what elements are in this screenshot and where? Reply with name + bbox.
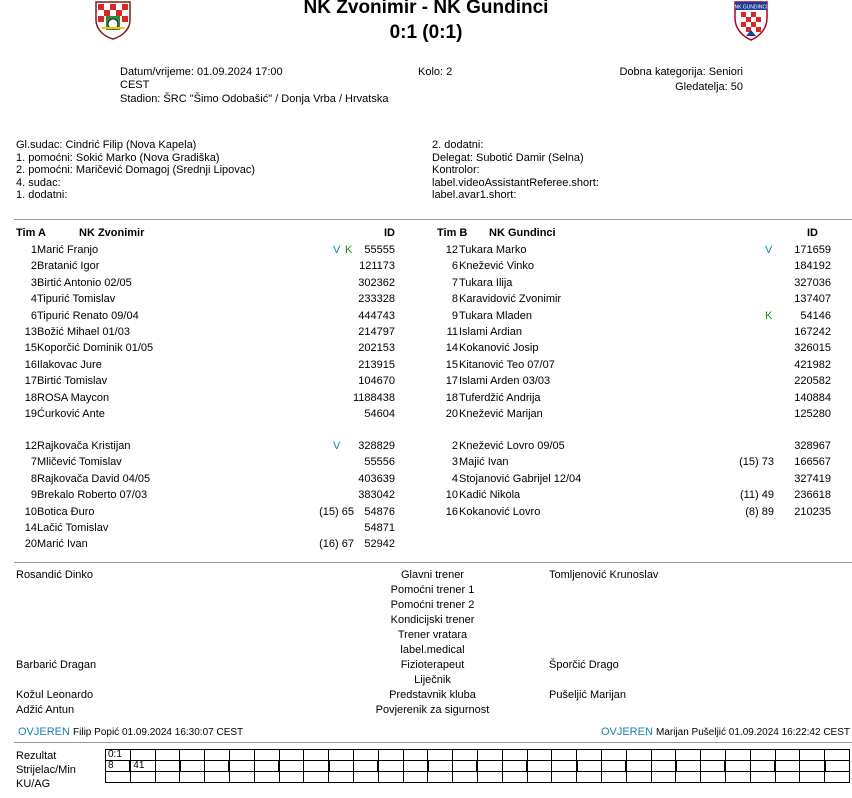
- result-grid-cell: [378, 761, 403, 772]
- result-grid-cell: [453, 761, 478, 772]
- result-grid-cell: [825, 750, 850, 761]
- result-label: Rezultat: [16, 750, 57, 762]
- official-line: 4. sudac:: [16, 176, 61, 189]
- result-grid-cell: [800, 750, 825, 761]
- substitution-info: (15) 65: [319, 505, 354, 518]
- player-name: Birtić Tomislav: [37, 375, 108, 388]
- player-id: 403639: [358, 472, 395, 485]
- result-grid-cell: [155, 761, 180, 772]
- player-number: 20: [445, 408, 458, 420]
- player-name: Karavidović Zvonimir: [459, 293, 562, 306]
- result-grid-cell: [130, 772, 155, 783]
- player-number: 7: [30, 456, 37, 469]
- player-name: Kadić Nikola: [459, 489, 521, 502]
- result-grid-cell: [651, 772, 676, 783]
- player-id: 54871: [364, 522, 395, 534]
- result-grid-cell: [775, 772, 800, 783]
- player-id: 121173: [359, 260, 395, 273]
- divider: [14, 742, 852, 743]
- player-id: 202153: [358, 342, 395, 355]
- result-grid-cell: [229, 772, 254, 783]
- match-datetime: Datum/vrijeme: 01.09.2024 17:00: [120, 66, 283, 78]
- team-a-id-header: ID: [384, 227, 395, 239]
- result-grid-cell: [601, 750, 626, 761]
- substitution-info: (16) 67: [319, 538, 354, 551]
- match-round: Kolo: 2: [418, 66, 453, 78]
- player-name: Bratanić Igor: [37, 260, 100, 273]
- result-grid-cell: [180, 750, 205, 761]
- staff-team-a: Rosandić Dinko: [16, 569, 94, 581]
- result-grid-cell: [725, 750, 750, 761]
- verified-team-a: [18, 726, 243, 739]
- player-number: 18: [24, 391, 37, 404]
- divider: [14, 219, 852, 220]
- result-grid-cell: [502, 761, 527, 772]
- result-grid-cell: [403, 761, 428, 772]
- result-grid-cell: [701, 750, 726, 761]
- player-id: 54604: [364, 408, 395, 420]
- result-grid-cell: [130, 750, 155, 761]
- player-number: 15: [445, 358, 458, 371]
- team-a-name: NK Zvonimir: [79, 227, 145, 239]
- player-id: 213915: [358, 358, 395, 371]
- player-id: 233328: [358, 293, 395, 306]
- player-number: 11: [446, 326, 458, 338]
- result-grid-cell: [155, 772, 180, 783]
- player-number: 8: [30, 472, 37, 485]
- result-grid-cell: [180, 761, 205, 772]
- player-number: 10: [24, 505, 37, 518]
- result-grid-cell: [577, 750, 602, 761]
- player-number: 14: [445, 342, 458, 355]
- result-grid-cell: [279, 772, 304, 783]
- team-b-name: NK Gundinci: [489, 227, 556, 239]
- player-id: 327036: [794, 276, 831, 289]
- player-name: Božić Mihael 01/03: [37, 326, 130, 338]
- result-grid-cell: [353, 772, 378, 783]
- player-id: 55556: [364, 456, 395, 469]
- player-name: Islami Ardian: [459, 326, 522, 338]
- result-grid-cell: [676, 772, 701, 783]
- result-grid-cell: [552, 772, 577, 783]
- team-b-label: Tim B: [437, 227, 468, 239]
- result-grid-cell: 0:1: [106, 750, 131, 761]
- result-grid-cell: [651, 761, 676, 772]
- result-grid-cell: [800, 761, 825, 772]
- player-id: 184192: [794, 260, 831, 273]
- staff-role: Pomoćni trener 2: [390, 599, 475, 611]
- result-grid-cell: [378, 772, 403, 783]
- result-grid-cell: [527, 772, 552, 783]
- official-line: Kontrolor:: [432, 164, 480, 176]
- player-id: 55555: [364, 244, 395, 256]
- player-number: 14: [24, 522, 37, 534]
- result-grid-cell: [378, 750, 403, 761]
- player-number: 15: [24, 342, 37, 355]
- player-id: 302362: [358, 276, 395, 289]
- player-number: 2: [30, 260, 37, 273]
- result-grid-cell: [725, 761, 750, 772]
- divider: [14, 562, 852, 563]
- attendance: Gledatelja: 50: [675, 81, 743, 93]
- result-grid-cell: [750, 761, 775, 772]
- player-name: Tipurić Tomislav: [37, 293, 116, 306]
- goalkeeper-mark: V: [765, 244, 773, 256]
- result-grid-cell: [601, 761, 626, 772]
- result-grid-cell: [353, 750, 378, 761]
- player-id: 210235: [794, 505, 831, 518]
- player-name: Stojanović Gabrijel 12/04: [459, 472, 582, 485]
- player-number: 6: [30, 309, 37, 322]
- player-id: 54876: [364, 505, 395, 518]
- player-name: Birtić Antonio 02/05: [37, 276, 132, 289]
- substitution-info: (15) 73: [739, 456, 774, 469]
- player-name: Tipurić Renato 09/04: [37, 309, 139, 322]
- result-grid-cell: [229, 750, 254, 761]
- result-grid-cell: [428, 750, 453, 761]
- player-number: 20: [24, 538, 37, 551]
- result-grid-cell: [180, 772, 205, 783]
- player-number: 9: [451, 309, 458, 322]
- player-name: Ilakovac Jure: [37, 358, 102, 371]
- player-number: 6: [451, 260, 458, 273]
- result-grid-cell: [155, 750, 180, 761]
- player-number: 4: [30, 293, 37, 306]
- player-name: Tukara Mladen: [459, 309, 532, 322]
- official-line: label.videoAssistantReferee.short:: [432, 176, 599, 189]
- verified-text: Marijan Pušeljić 01.09.2024 16:22:42 CEST: [655, 727, 850, 738]
- result-grid: [105, 749, 850, 783]
- player-name: Koporčić Dominik 01/05: [37, 342, 154, 355]
- player-id: 104670: [358, 375, 395, 388]
- player-id: 54146: [800, 309, 831, 322]
- result-grid-cell: [205, 750, 230, 761]
- player-name: Lačić Tomislav: [37, 522, 109, 534]
- result-grid-cell: [725, 772, 750, 783]
- match-score: 0:1 (0:1): [389, 22, 463, 43]
- player-name: Tukara Ilija: [459, 276, 513, 289]
- result-grid-row: [106, 761, 850, 772]
- player-name: Rajkovača David 04/05: [37, 472, 151, 485]
- player-number: 4: [451, 472, 458, 485]
- player-number: 17: [24, 375, 37, 388]
- player-id: 327419: [794, 472, 831, 485]
- result-grid-cell: [205, 772, 230, 783]
- team-a-label: Tim A: [16, 227, 46, 239]
- official-line: 1. pomoćni: Sokić Marko (Nova Gradiška): [16, 151, 220, 164]
- result-grid-cell: [626, 761, 651, 772]
- result-grid-cell: [279, 750, 304, 761]
- verified-text: Filip Popić 01.09.2024 16:30:07 CEST: [73, 727, 244, 738]
- official-line: 2. dodatni:: [432, 139, 484, 151]
- player-name: Mličević Tomislav: [37, 456, 122, 469]
- player-number: 16: [24, 358, 37, 371]
- result-grid-cell: [403, 772, 428, 783]
- result-grid-cell: [477, 761, 502, 772]
- official-line: label.avar1.short:: [432, 189, 517, 201]
- staff-team-b: Tomljenović Krunoslav: [549, 569, 659, 581]
- player-id: 444743: [358, 309, 395, 322]
- result-grid-cell: [428, 772, 453, 783]
- goalkeeper-mark: V: [333, 244, 341, 256]
- result-grid-cell: [502, 750, 527, 761]
- player-name: Rajkovača Kristijan: [37, 440, 131, 452]
- player-number: 10: [445, 489, 458, 502]
- result-grid-row: [106, 750, 850, 761]
- staff-role: Predstavnik kluba: [389, 689, 476, 701]
- result-grid-cell: [453, 750, 478, 761]
- verified-label: OVJEREN: [18, 726, 70, 738]
- official-line: 1. dodatni:: [16, 189, 68, 201]
- player-number: 19: [24, 408, 37, 420]
- staff-role: Pomoćni trener 1: [390, 584, 475, 596]
- match-timezone: CEST: [120, 79, 150, 91]
- result-grid-cell: [403, 750, 428, 761]
- result-grid-cell: [477, 750, 502, 761]
- result-grid-cell: [353, 761, 378, 772]
- player-number: 7: [451, 276, 458, 289]
- result-grid-cell: [750, 772, 775, 783]
- result-grid-cell: [825, 772, 850, 783]
- official-line: Delegat: Subotić Damir (Selna): [432, 151, 584, 164]
- result-grid-cell: [775, 761, 800, 772]
- result-grid-cell: [329, 772, 354, 783]
- official-line: Gl.sudac: Cindrić Filip (Nova Kapela): [16, 139, 197, 151]
- player-id: 166567: [794, 456, 831, 469]
- player-number: 18: [445, 391, 458, 404]
- result-grid-cell: [825, 761, 850, 772]
- staff-role: Povjerenik za sigurnost: [375, 704, 490, 716]
- official-line: 2. pomoćni: Maričević Domagoj (Srednji Lipovac): [16, 164, 256, 176]
- result-grid-cell: [229, 761, 254, 772]
- result-grid-cell: [676, 750, 701, 761]
- player-id: 236618: [794, 489, 831, 502]
- player-number: 8: [451, 293, 458, 306]
- substitution-info: (8) 89: [745, 505, 774, 518]
- staff-team-a: Kožul Leonardo: [16, 689, 94, 701]
- age-category: Dobna kategorija: Seniori: [619, 66, 743, 78]
- player-number: 9: [30, 489, 37, 502]
- player-name: Tuferdžić Andrija: [459, 391, 541, 404]
- player-id: 383042: [358, 489, 395, 502]
- result-grid-cell: [800, 772, 825, 783]
- player-id: 220582: [794, 375, 831, 388]
- captain-mark: K: [345, 244, 353, 256]
- result-grid-cell: [527, 750, 552, 761]
- result-grid-cell: [329, 750, 354, 761]
- ku-ag-label: KU/AG: [16, 778, 51, 790]
- player-id: 167242: [794, 326, 831, 338]
- player-name: Knežević Lovro 09/05: [459, 440, 565, 452]
- result-grid-cell: [304, 761, 329, 772]
- staff-role: Kondicijski trener: [390, 614, 475, 626]
- player-number: 12: [445, 244, 458, 256]
- player-id: 214797: [358, 326, 395, 338]
- staff-role: Liječnik: [414, 674, 451, 686]
- result-grid-cell: [428, 761, 453, 772]
- staff-role: Trener vratara: [397, 629, 468, 641]
- player-number: 3: [451, 456, 458, 469]
- player-id: 328967: [794, 440, 831, 452]
- player-id: 52942: [364, 538, 395, 551]
- result-grid-cell: [651, 750, 676, 761]
- player-name: Marić Ivan: [37, 538, 88, 551]
- player-id: 125280: [794, 408, 831, 420]
- result-grid-cell: [775, 750, 800, 761]
- result-grid-cell: [527, 761, 552, 772]
- player-name: Knežević Marijan: [459, 408, 543, 420]
- player-name: Marić Franjo: [37, 244, 99, 256]
- staff-role: Glavni trener: [401, 569, 464, 581]
- staff-role: label.medical: [400, 644, 465, 656]
- substitution-info: (11) 49: [739, 489, 774, 502]
- result-grid-cell: [304, 750, 329, 761]
- goalkeeper-mark: V: [333, 440, 341, 452]
- result-grid-cell: [552, 761, 577, 772]
- player-id: 328829: [358, 440, 395, 452]
- player-id: 326015: [794, 342, 831, 355]
- player-id: 421982: [794, 358, 831, 371]
- result-grid-cell: [453, 772, 478, 783]
- player-id: 140884: [794, 391, 831, 404]
- result-grid-cell: [552, 750, 577, 761]
- player-name: Brekalo Roberto 07/03: [37, 489, 148, 502]
- result-grid-cell: [626, 750, 651, 761]
- player-id: 171659: [794, 244, 831, 256]
- result-grid-cell: [205, 761, 230, 772]
- staff-team-b: Pušeljić Marijan: [549, 689, 627, 701]
- result-grid-cell: [750, 750, 775, 761]
- player-name: Kokanović Lovro: [459, 505, 541, 518]
- player-name: Kitanović Teo 07/07: [459, 358, 555, 371]
- player-number: 17: [445, 375, 458, 388]
- result-grid-cell: [254, 772, 279, 783]
- result-grid-row: [106, 772, 850, 783]
- staff-team-a: Adžić Antun: [16, 704, 75, 716]
- result-grid-cell: [254, 750, 279, 761]
- result-grid-cell: [502, 772, 527, 783]
- player-name: Majić Ivan: [459, 456, 509, 469]
- player-name: ROSA Maycon: [37, 391, 110, 404]
- svg-text:NK GUNDINCI: NK GUNDINCI: [734, 4, 768, 11]
- staff-team-b: Šporčić Drago: [549, 659, 619, 671]
- player-id: 137407: [794, 293, 831, 306]
- result-grid-cell: 41: [130, 761, 155, 772]
- player-name: Tukara Marko: [459, 244, 527, 256]
- result-grid-cell: [577, 761, 602, 772]
- player-name: Knežević Vinko: [459, 260, 535, 273]
- result-grid-cell: [106, 772, 131, 783]
- result-grid-cell: [279, 761, 304, 772]
- player-name: Kokanović Josip: [459, 342, 539, 355]
- player-number: 13: [24, 326, 37, 338]
- result-grid-cell: [701, 772, 726, 783]
- player-number: 12: [24, 440, 37, 452]
- player-number: 16: [445, 505, 458, 518]
- captain-mark: K: [765, 309, 773, 322]
- player-name: Botica Đuro: [37, 505, 95, 518]
- player-number: 3: [30, 276, 37, 289]
- team-b-id-header: ID: [807, 227, 818, 239]
- match-stadium: Stadion: ŠRC "Šimo Odobašić" / Donja Vrba / Hrvatska: [120, 93, 389, 105]
- player-id: 1188438: [352, 391, 395, 404]
- verified-label: OVJEREN: [600, 726, 653, 738]
- staff-team-a: Barbarić Dragan: [16, 659, 97, 671]
- player-name: Islami Arden 03/03: [459, 375, 551, 388]
- match-title: NK Zvonimir - NK Gundinci: [303, 0, 549, 18]
- scorer-label: Strijelac/Min: [16, 764, 76, 776]
- staff-role: Fizioterapeut: [400, 659, 465, 671]
- result-grid-cell: [601, 772, 626, 783]
- player-number: 2: [451, 440, 458, 452]
- player-number: 1: [30, 244, 37, 256]
- result-grid-cell: 8: [106, 761, 131, 772]
- result-grid-cell: [304, 772, 329, 783]
- player-name: Ćurković Ante: [37, 408, 105, 420]
- result-grid-cell: [477, 772, 502, 783]
- result-grid-cell: [254, 761, 279, 772]
- result-grid-cell: [626, 772, 651, 783]
- result-grid-cell: [676, 761, 701, 772]
- result-grid-cell: [701, 761, 726, 772]
- verified-team-b: [520, 726, 850, 739]
- result-grid-cell: [329, 761, 354, 772]
- result-grid-cell: [577, 772, 602, 783]
